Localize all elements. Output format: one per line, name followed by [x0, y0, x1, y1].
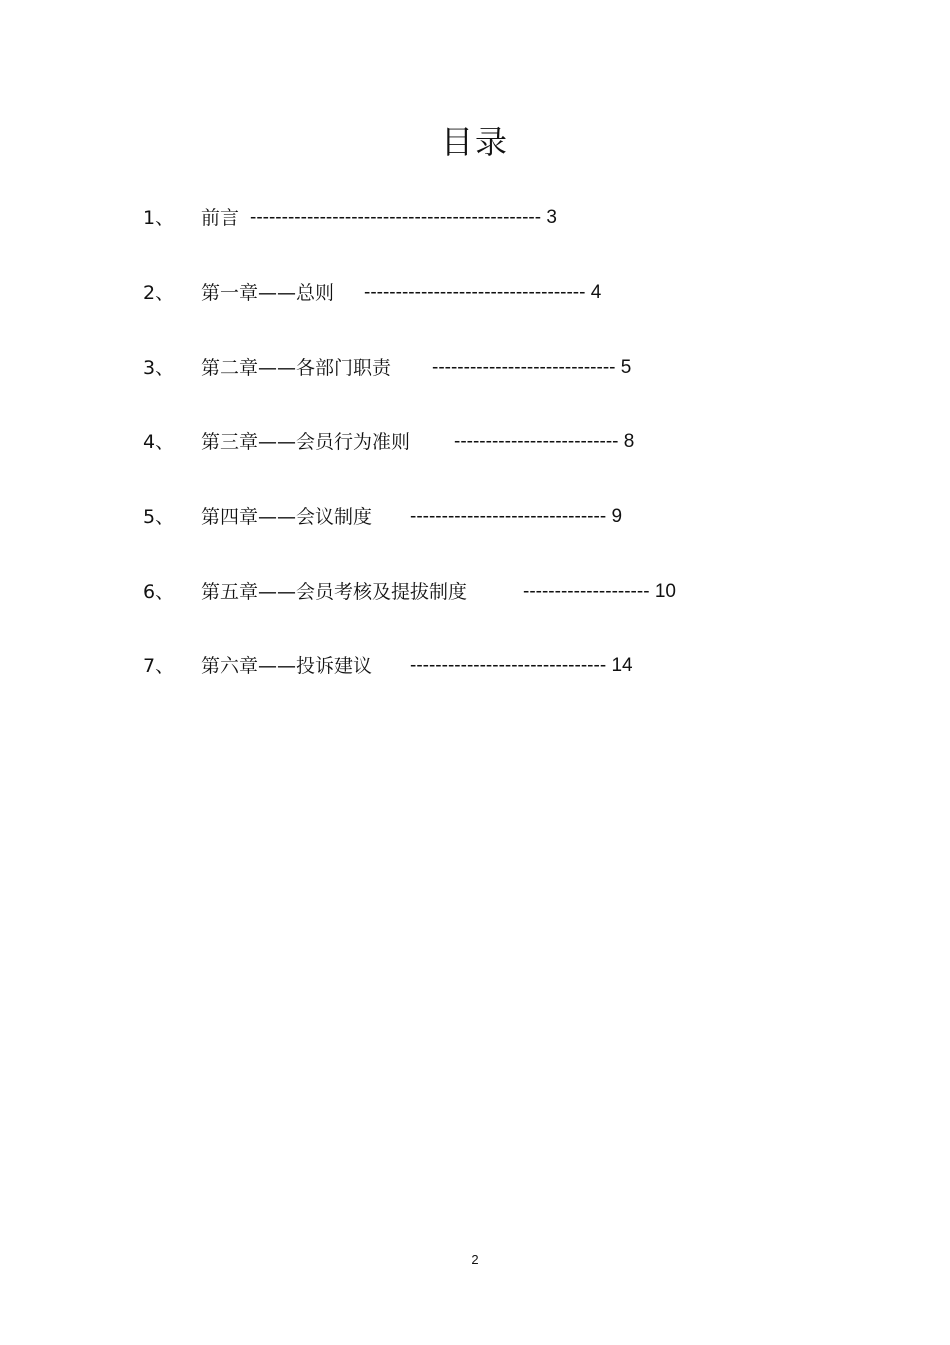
- toc-entry-heading: 前言: [201, 207, 240, 229]
- toc-entry-leader: [523, 572, 676, 612]
- toc-entry-leader: [410, 497, 622, 537]
- toc-entry-dots: -------------------------------: [410, 655, 607, 676]
- toc-entry-leader: [364, 273, 601, 313]
- toc-entry-number: 2、: [143, 282, 175, 304]
- toc-entry-chapter-5[interactable]: [0, 572, 950, 612]
- page-title: 目录: [440, 123, 509, 161]
- toc-entry-page: 8: [623, 431, 635, 452]
- toc-entry-chapter-3[interactable]: [0, 422, 950, 462]
- toc-entry-heading: 第五章——会员考核及提拔制度: [201, 581, 468, 603]
- toc-entry-chapter-2[interactable]: [0, 348, 950, 388]
- toc-entry-dots: ----------------------------------------------: [250, 207, 542, 228]
- toc-entry-page: 5: [620, 357, 632, 378]
- toc-entry-dots: --------------------------: [454, 431, 619, 452]
- toc-entry-dots: --------------------: [523, 581, 650, 602]
- toc-entry-dots: -----------------------------: [432, 357, 616, 378]
- toc-entry-number: 3、: [143, 357, 175, 379]
- toc-entry-page: 4: [590, 282, 602, 303]
- toc-entry-leader: [250, 198, 557, 238]
- toc-entry-chapter-1[interactable]: [0, 273, 950, 313]
- toc-entry-heading: 第六章——投诉建议: [201, 655, 373, 677]
- toc-entry-heading: 第二章——各部门职责: [201, 357, 392, 379]
- page-number: 2: [471, 1252, 479, 1267]
- toc-entry-leader: [410, 646, 633, 686]
- toc-entry-page: 3: [546, 207, 557, 228]
- toc-entry-chapter-6[interactable]: [0, 646, 950, 686]
- toc-entry-dots: -------------------------------: [410, 506, 607, 527]
- toc-entry-number: 4、: [143, 431, 175, 453]
- toc-entry-preface[interactable]: [0, 198, 950, 238]
- toc-entry-heading: 第一章——总则: [201, 282, 335, 304]
- toc-entry-chapter-4[interactable]: [0, 497, 950, 537]
- toc-entry-page: 14: [611, 655, 633, 676]
- toc-entry-number: 5、: [143, 506, 175, 528]
- toc-entry-number: 6、: [143, 581, 175, 603]
- toc-entry-leader: [454, 422, 634, 462]
- toc-entry-page: 10: [654, 581, 676, 602]
- toc-entry-number: 7、: [143, 655, 175, 677]
- toc-entry-number: 1、: [143, 207, 175, 229]
- toc-entry-dots: -----------------------------------: [364, 282, 586, 303]
- toc-entry-heading: 第四章——会议制度: [201, 506, 373, 528]
- toc-entry-heading: 第三章——会员行为准则: [201, 431, 411, 453]
- toc-entry-page: 9: [611, 506, 623, 527]
- toc-entry-leader: [432, 348, 631, 388]
